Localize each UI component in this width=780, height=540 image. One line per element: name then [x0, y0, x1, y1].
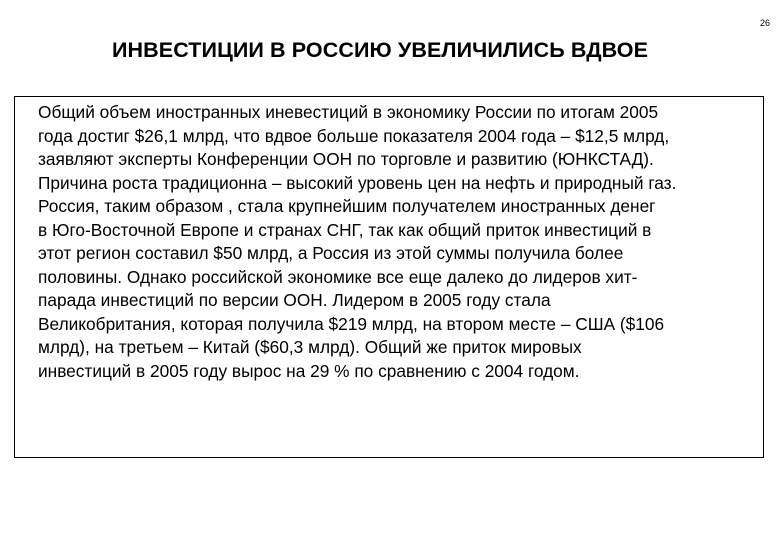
text-line: Россия, таким образом , стала крупнейшим получателем иностранных денег: [38, 196, 656, 216]
text-line: в Юго-Восточной Европе и странах СНГ, так как общий приток инвестиций в: [38, 219, 652, 240]
text-line: Причина роста традиционна – высокий уровень цен на нефть и природный газ.: [38, 172, 677, 193]
text-line: инвестиций в 2005 году вырос на 29 % по сравнению с 2004 годом.: [38, 360, 580, 381]
text-line: Общий объем иностранных иневестиций в экономику России по итогам 2005: [38, 102, 659, 122]
text-line: заявляют эксперты Конференции ООН по торговле и развитию (ЮНКСТАД).: [38, 149, 654, 169]
paragraph-2: [21, 195, 763, 383]
text-line: Великобритания, которая получила $219 млрд, на втором месте – США ($106: [38, 313, 665, 334]
text-line: парада инвестиций по версии ООН. Лидером в 2005 году стала: [38, 290, 551, 310]
text-box: [14, 96, 764, 458]
slide-title: ИНВЕСТИЦИИ В РОССИЮ УВЕЛИЧИЛИСЬ ВДВОЕ: [111, 38, 649, 62]
text-line: млрд), на третьем – Китай ($60,3 млрд). Общий же приток мировых: [38, 337, 582, 357]
text-line: года достиг $26,1 млрд, что вдвое больше показателя 2004 года – $12,5 млрд,: [38, 125, 670, 146]
text-line: этот регион составил $50 млрд, а Россия из этой суммы получила более: [38, 243, 624, 263]
text-line: половины. Однако российской экономике все еще далеко до лидеров хит-: [38, 266, 638, 287]
page-number: 26: [759, 18, 770, 28]
paragraph-1: [21, 101, 763, 195]
